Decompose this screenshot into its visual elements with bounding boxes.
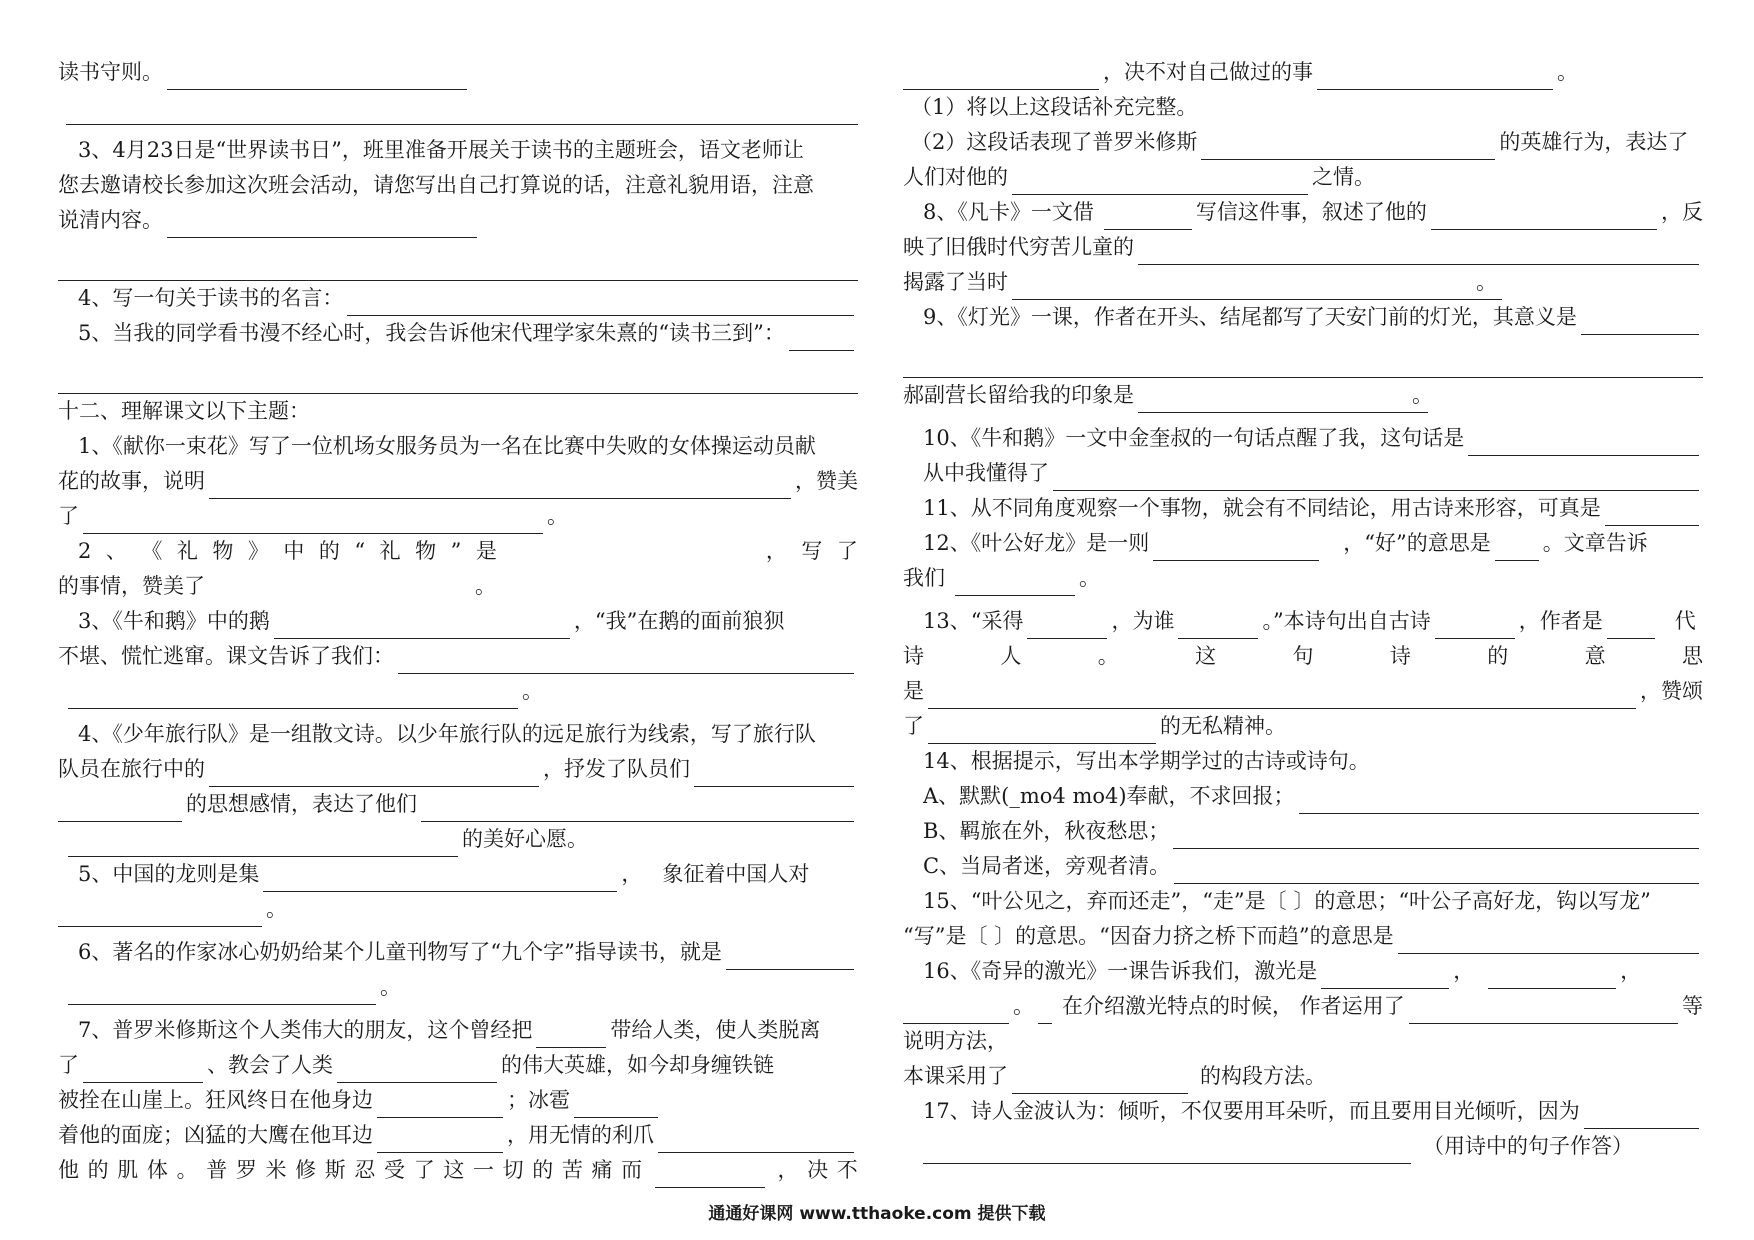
text: 15、“叶公见之，弃而还走”，“走”是〔 〕的意思；“叶公子高好龙，钩以写龙” [923,889,1651,913]
text: 礼 [379,539,401,563]
text: 13、“采得 [923,609,1024,633]
text: 5、当我的同学看书漫不经心时，我会告诉他宋代理学家朱熹的“读书三到”： [78,321,785,345]
text: 我们 [903,566,945,590]
text: 中 [283,539,305,563]
text: 是 [475,539,497,563]
answer-blank[interactable] [1178,616,1258,639]
text: 16、《奇异的激光》一课告诉我们，激光是 [923,959,1318,983]
rules-line [58,55,858,90]
text: “写”是〔 〕的意思。“因奋力挤之桥下而趋”的意思是 [903,924,1394,948]
text: ，赞美 [795,469,858,493]
answer-blank[interactable] [68,686,518,709]
text: ；冰雹 [507,1088,570,1112]
text: ，作者是 [1518,609,1603,633]
text: 而 [621,1158,643,1182]
r16-line [903,989,1703,1024]
text: ，赞颂 [1640,679,1703,703]
text: 礼 [176,539,198,563]
text: 痛 [591,1158,613,1182]
text: 之情。 [1312,165,1375,189]
text: 人 [1000,644,1022,668]
text: 米 [265,1158,287,1182]
text: 了 [58,1053,79,1077]
answer-blank[interactable] [1605,503,1699,526]
answer-blank[interactable] [263,869,617,892]
r17-line [903,1094,1703,1129]
t6-line [58,970,858,1005]
r8-line [903,230,1703,265]
text: 的事情，赞美了 [58,574,205,598]
text: 10、《牛和鹅》一文中金奎叔的一句话点醒了我，这句话是 [923,426,1465,450]
r12-line [903,526,1703,561]
text: ，反 [1661,200,1703,224]
text: 17、诗人金波认为：倾听，不仅要用耳朵听，而且要用目光倾听，因为 [923,1099,1580,1123]
answer-blank[interactable] [1201,137,1495,160]
text: 体 [146,1158,168,1182]
text: 等 [1682,994,1703,1018]
r16-line [903,954,1703,989]
text: 14、根据提示，写出本学期学过的古诗或诗句。 [923,749,1370,773]
text: 。 [547,504,568,528]
text: 斯 [324,1158,346,1182]
text: 带给人类，使人类脱离 [610,1018,821,1042]
answer-blank[interactable] [789,328,854,351]
r8-line [903,195,1703,230]
t3-line [58,639,858,674]
answer-blank[interactable] [1398,931,1699,954]
text: 4、写一句关于读书的名言： [78,286,344,310]
text: 的 [532,1158,554,1182]
text: 了 [413,1158,435,1182]
text: （用诗中的句子作答） [1423,1134,1633,1158]
text: 受 [384,1158,406,1182]
text: 、 [105,539,127,563]
text: 队员在旅行中的 [58,757,205,781]
answer-blank[interactable] [1174,861,1699,884]
t4-line [58,752,858,787]
answer-blank[interactable] [1488,966,1616,989]
text: B、羁旅在外，秋夜愁思； [923,819,1170,843]
text: ，为谁 [1111,609,1175,633]
answer-blank[interactable] [536,1025,606,1048]
answer-blank[interactable] [1435,616,1515,639]
answer-blank[interactable] [1317,67,1553,90]
answer-blank[interactable] [1138,390,1428,413]
text: 4、《少年旅行队》是一组散文诗。以少年旅行队的远足旅行为线索，写了旅行队 [78,722,816,746]
t7-line [58,1048,858,1083]
answer-blank[interactable] [58,799,182,822]
text: 读书守则。 [58,60,163,84]
answer-blank[interactable] [1173,826,1699,849]
text: 罗 [235,1158,257,1182]
answer-blank[interactable] [167,215,477,238]
text: 的伟大英雄，如今却身缠铁链 [501,1053,774,1077]
text: ，“好”的意思是 [1343,531,1491,555]
text: 。 [1097,644,1119,668]
answer-blank[interactable] [928,721,1156,744]
answer-blank[interactable] [398,651,854,674]
text: 他 [58,1158,79,1182]
text: 8、《凡卡》一文借 [923,200,1094,224]
r14-line [903,744,1703,779]
answer-blank[interactable] [337,1060,497,1083]
text: 。 [266,897,287,921]
answer-blank[interactable] [1299,791,1699,814]
t2-line [58,534,858,569]
text: 的构段方法。 [1200,1064,1326,1088]
answer-blank[interactable] [955,573,1075,596]
text: 的英雄行为，表达了 [1499,130,1689,154]
answer-blank[interactable] [1409,1001,1678,1024]
answer-blank[interactable] [66,102,858,125]
text: 普 [206,1158,228,1182]
q4-line [58,281,858,316]
text: 3、《牛和鹅》中的鹅 [78,609,270,633]
text: 肌 [117,1158,139,1182]
t1-line [58,429,858,464]
text: 6、著名的作家冰心奶奶给某个儿童刊物写了“九个字”指导读书，就是 [78,940,722,964]
text: ， [777,1158,799,1182]
answer-blank[interactable] [574,1095,658,1118]
r13-line [903,709,1703,744]
q3-line [58,133,858,168]
text: 不 [836,1158,858,1182]
answer-line [903,343,1703,378]
text: 3、4月23日是“世界读书日”，班里准备开展关于读书的主题班会，语文老师让 [78,138,804,162]
text: ，“我”在鹅的面前狼狈 [573,609,785,633]
text: 被拴在山崖上。狂风终日在他身边 [58,1088,373,1112]
r11-line [903,491,1703,526]
answer-blank[interactable] [1607,616,1655,639]
answer-blank[interactable] [658,1130,854,1153]
text: 句 [1292,644,1314,668]
text: 诗 [903,644,924,668]
r13-line [903,639,1703,674]
answer-blank[interactable] [274,616,570,639]
text: ，抒发了队员们 [543,757,690,781]
t7-line [58,1118,858,1153]
r1-line [903,55,1703,90]
r16-line [903,1059,1703,1094]
answer-blank[interactable] [903,1001,1009,1024]
text: 11、从不同角度观察一个事物，就会有不同结论，用古诗来形容，可真是 [923,496,1601,520]
text: 。 [1557,60,1578,84]
text: 忍 [354,1158,376,1182]
answer-blank[interactable] [1038,1001,1052,1024]
t4-line [58,787,858,822]
r14c-line [903,849,1703,884]
text: 的无私精神。 [1160,714,1286,738]
answer-blank[interactable] [1104,207,1192,230]
text: 。 [1079,566,1100,590]
r9-line [903,378,1703,413]
text: ，用无情的利爪 [507,1123,654,1147]
text: 的思想感情，表达了他们 [186,792,417,816]
text: “ [354,539,366,563]
t4-line [58,717,858,752]
text: 。 [1013,994,1034,1018]
text: ，决不对自己做过的事 [1103,60,1313,84]
text: 。 [522,679,543,703]
answer-line [58,246,858,281]
right-column [903,55,1703,1164]
text: 12、《叶公好龙》是一则 [923,531,1150,555]
r10-line [903,456,1703,491]
answer-blank[interactable] [1138,242,1699,265]
answer-blank[interactable] [1321,966,1449,989]
answer-blank[interactable] [928,686,1636,709]
text: ， [621,862,643,886]
r12-line [903,561,1703,596]
r2-line [903,90,1703,125]
answer-blank[interactable] [1468,433,1699,456]
text: ” [450,539,462,563]
answer-blank[interactable] [903,67,1099,90]
answer-blank[interactable] [1584,1106,1699,1129]
text: 意 [1584,644,1606,668]
text: 切 [502,1158,524,1182]
r13-line [903,604,1703,639]
t1-line [58,499,858,534]
t4-line [58,822,858,857]
text: ， [1453,959,1475,983]
text: 的 [87,1158,109,1182]
left-column [58,55,858,1188]
text: C、当局者迷，旁观者清。 [923,854,1171,878]
answer-blank[interactable] [726,947,854,970]
text: 的 [318,539,340,563]
text: 本课采用了 [903,1064,1008,1088]
text: 9、《灯光》一课，作者在开头、结尾都写了天安门前的灯光，其意义是 [923,305,1577,329]
answer-blank[interactable] [209,764,539,787]
t7-line [58,1153,858,1188]
answer-blank[interactable] [1012,172,1308,195]
text: 不堪、慌忙逃窜。课文告诉了我们： [58,644,394,668]
section-twelve-title [58,394,858,429]
r10-line [903,421,1703,456]
answer-blank[interactable] [83,1060,203,1083]
text: 写信这件事，叙述了他的 [1195,200,1427,224]
answer-blank[interactable] [68,982,376,1005]
answer-blank[interactable] [209,476,791,499]
answer-blank[interactable] [421,799,854,822]
text: 。 [176,1158,198,1182]
text: 思 [1682,644,1703,668]
text: 了 [903,714,924,738]
text: 说清内容。 [58,208,163,232]
t5-line [58,857,858,892]
t2-line [58,569,858,604]
text: 了 [58,504,79,528]
answer-blank[interactable] [903,355,1703,378]
answer-blank[interactable] [377,1095,503,1118]
answer-blank[interactable] [1027,616,1107,639]
q3-line [58,203,858,238]
answer-blank[interactable] [1495,538,1539,561]
answer-blank[interactable] [167,67,467,90]
text: 2 [78,539,92,563]
t3-line [58,604,858,639]
text: 1、《献你一束花》写了一位机场女服务员为一名在比赛中失败的女体操运动员献 [78,434,816,458]
text: 7、普罗米修斯这个人类伟大的朋友，这个曾经把 [78,1018,533,1042]
answer-blank[interactable] [347,293,854,316]
r4-line [903,160,1703,195]
q3-line [58,168,858,203]
text: 写 [801,539,823,563]
text: 着他的面庞；凶猛的大鹰在他耳边 [58,1123,373,1147]
r15-line [903,919,1703,954]
text: 了 [836,539,858,563]
text: 》 [247,539,269,563]
section-title: 十二、理解课文以下主题： [58,399,310,423]
answer-line [58,90,858,125]
text: 。”本诗句出自古诗 [1262,609,1431,633]
r17-line [903,1129,1703,1164]
answer-blank[interactable] [1012,277,1502,300]
text: 说明方法， [903,1029,1008,1053]
answer-blank[interactable] [923,1141,1411,1164]
text: 花的故事，说明 [58,469,205,493]
r3-line [903,125,1703,160]
answer-blank[interactable] [58,258,858,281]
text: 《 [141,539,163,563]
answer-blank[interactable] [1581,312,1699,335]
text: 人们对他的 [903,165,1008,189]
r16-line [903,1024,1703,1059]
t1-line [58,464,858,499]
text: 一 [472,1158,494,1182]
text: 诗 [1389,644,1411,668]
answer-blank[interactable] [58,904,262,927]
answer-blank[interactable] [1012,1071,1188,1094]
text: 。文章告诉 [1542,531,1648,555]
text: ， [765,539,787,563]
answer-blank[interactable] [58,371,858,394]
text: 从中我懂得了 [923,461,1049,485]
text: 修 [295,1158,317,1182]
answer-blank[interactable] [83,511,543,534]
text: 物 [415,539,437,563]
text: 、教会了人类 [207,1053,333,1077]
text: 郝副营长留给我的印象是 [903,383,1134,407]
text: 物 [212,539,234,563]
text: （1）将以上这段话补充完整。 [911,95,1198,119]
text: 5、中国的龙则是集 [78,862,260,886]
answer-blank[interactable] [68,834,458,857]
t3-line [58,674,858,709]
text: A、默默(_mo4 mo4)奉献，不求回报； [923,784,1295,808]
answer-blank[interactable] [377,1130,503,1153]
text: ， [1620,959,1642,983]
text: 。 [475,574,496,598]
r13-line [903,674,1703,709]
answer-blank[interactable] [1053,468,1699,491]
text: 。 [380,975,401,999]
text: 揭露了当时 [903,270,1008,294]
r14b-line [903,814,1703,849]
text: 的美好心愿。 [462,827,588,851]
text: 这 [443,1158,465,1182]
text: 这 [1195,644,1217,668]
text: 象征着中国人对 [662,862,810,886]
text: 。 [1476,270,1497,294]
answer-blank[interactable] [694,764,854,787]
text: 是 [903,679,924,703]
q5-line [58,316,858,351]
text: 代 [1674,609,1696,633]
t6-line [58,935,858,970]
text: 在介绍激光特点的时候， 作者运用了 [1062,994,1405,1018]
t7-line [58,1083,858,1118]
answer-line [58,359,858,394]
t7-line [58,1013,858,1048]
answer-blank[interactable] [655,1165,765,1188]
text: 的 [1487,644,1509,668]
text: （2）这段话表现了普罗米修斯 [911,130,1198,154]
r9-line [903,300,1703,335]
t5-line [58,892,858,927]
text: 映了旧俄时代穷苦儿童的 [903,235,1134,259]
text: 决 [807,1158,829,1182]
answer-blank[interactable] [1153,538,1319,561]
r15-line [903,884,1703,919]
answer-blank[interactable] [1431,207,1657,230]
text: 。 [1412,383,1433,407]
text: 您去邀请校长参加这次班会活动，请您写出自己打算说的话，注意礼貌用语，注意 [58,173,814,197]
footer-credit: 通通好课网 www.tthaoke.com 提供下载 [708,1204,1046,1224]
r8-line [903,265,1703,300]
r14a-line [903,779,1703,814]
text: 苦 [561,1158,583,1182]
